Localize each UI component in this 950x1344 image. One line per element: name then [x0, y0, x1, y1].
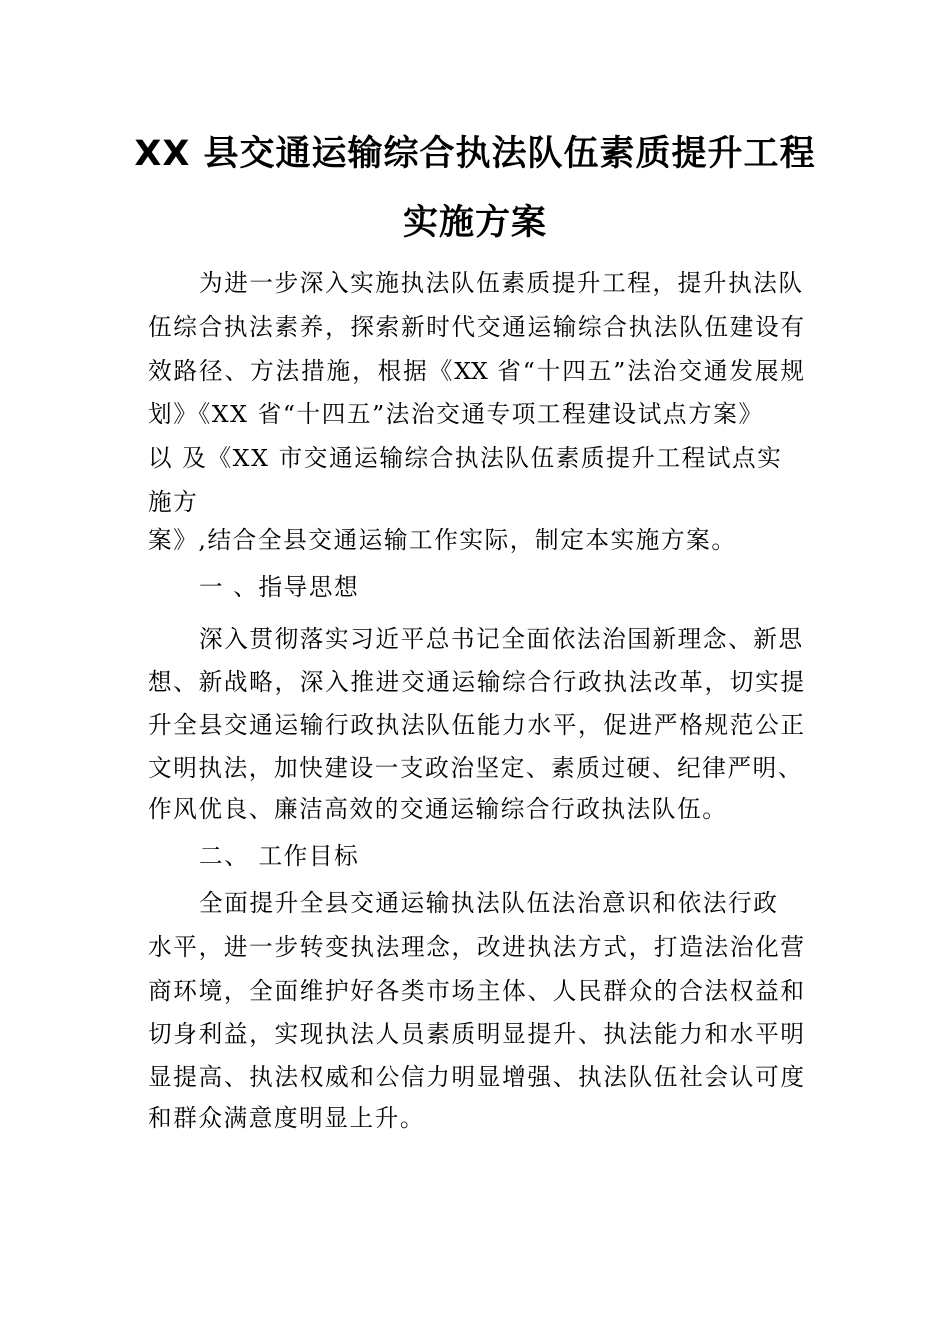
- section2-line: 显提高、执法权威和公信力明显增强、执法队伍社会认可度: [148, 1063, 804, 1091]
- section1-line: 深入贯彻落实习近平总书记全面依法治国新理念、新思: [199, 625, 804, 653]
- intro-line: 施方: [148, 488, 199, 516]
- document-title-line-2: 实施方案: [402, 203, 547, 243]
- intro-line: 划》《XX 省“十四五”法治交通专项工程建设试点方案》: [148, 400, 764, 428]
- intro-line: 为进一步深入实施执法队伍素质提升工程，提升执法队: [199, 269, 804, 297]
- intro-line: 案》,结合全县交通运输工作实际，制定本实施方案。: [148, 526, 737, 554]
- intro-line: 效路径、方法措施，根据《XX 省“十四五”法治交通发展规: [148, 357, 804, 385]
- section2-line: 全面提升全县交通运输执法队伍法治意识和依法行政: [199, 889, 779, 917]
- section2-line: 商环境，全面维护好各类市场主体、人民群众的合法权益和: [148, 977, 804, 1005]
- section1-line: 升全县交通运输行政执法队伍能力水平，促进严格规范公正: [148, 711, 804, 739]
- intro-line: 伍综合执法素养，探索新时代交通运输综合执法队伍建设有: [148, 313, 804, 341]
- section2-line: 切身利益，实现执法人员素质明显提升、执法能力和水平明: [148, 1020, 804, 1048]
- section2-line: 水平，进一步转变执法理念，改进执法方式，打造法治化营: [148, 933, 804, 961]
- section-heading-2: 二、 工作目标: [199, 842, 360, 870]
- section1-line: 文明执法，加快建设一支政治坚定、素质过硬、纪律严明、: [148, 754, 804, 782]
- section2-line: 和群众满意度明显上升。: [148, 1104, 426, 1132]
- intro-line: 以 及《XX 市交通运输综合执法队伍素质提升工程试点实: [148, 444, 783, 472]
- document-title-line-1: XX 县交通运输综合执法队伍素质提升工程: [134, 134, 816, 174]
- section-heading-1: 一 、指导思想: [199, 573, 360, 601]
- section1-line: 想、新战略，深入推进交通运输综合行政执法改革，切实提: [148, 668, 804, 696]
- section1-line: 作风优良、廉洁高效的交通运输综合行政执法队伍。: [148, 795, 728, 823]
